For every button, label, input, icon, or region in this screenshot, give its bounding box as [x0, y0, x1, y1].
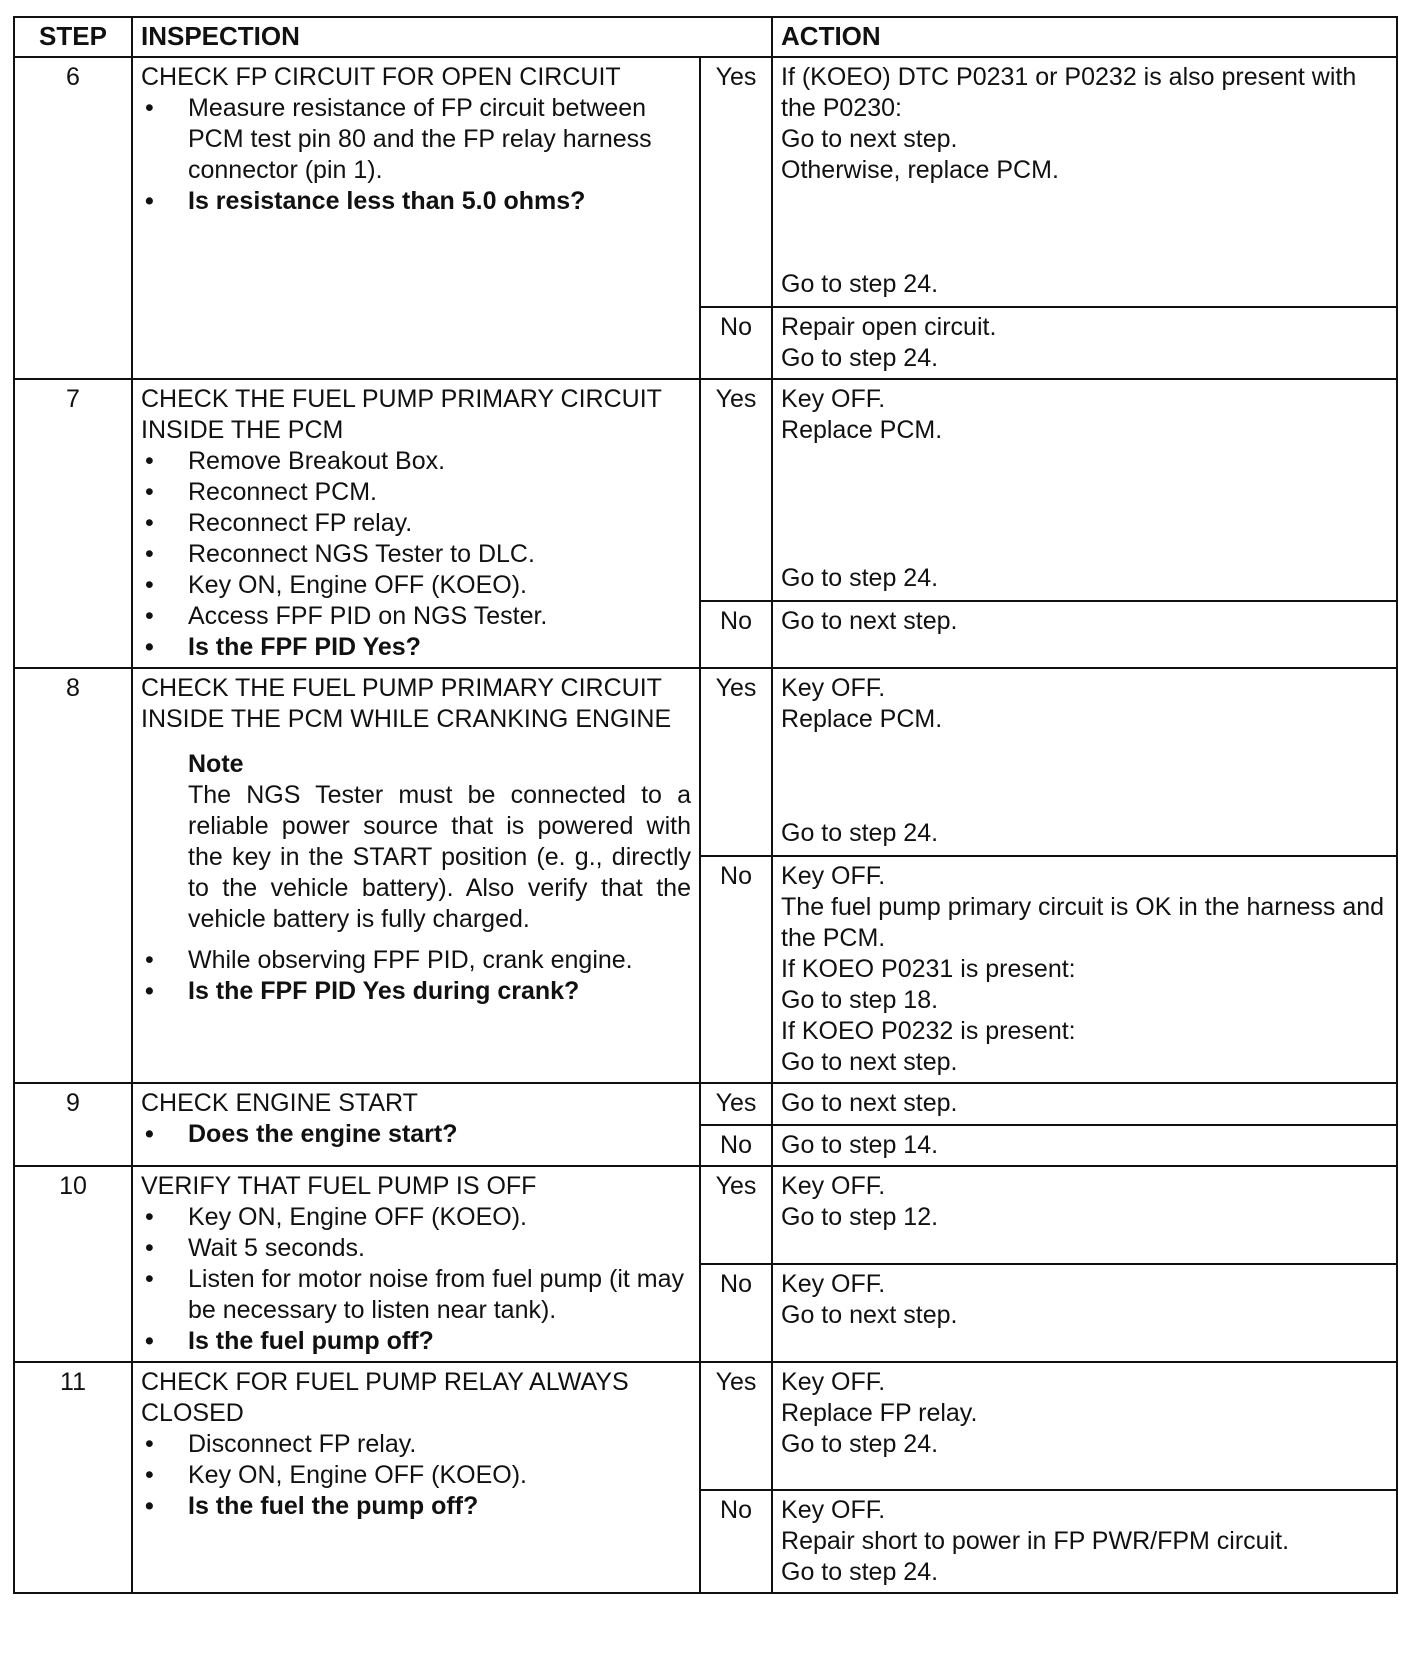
inspection-title: CHECK ENGINE START	[141, 1089, 418, 1117]
no-action	[772, 1264, 1397, 1362]
inspection-cell	[132, 1083, 700, 1166]
step-row	[14, 668, 1397, 856]
yes-action-line: Go to next step.	[781, 1089, 958, 1117]
no-action-line: Repair open circuit.	[781, 313, 997, 341]
yes-label: Yes	[700, 668, 772, 856]
inspection-bullet: • Reconnect NGS Tester to DLC.	[141, 539, 691, 570]
inspection-bullets	[141, 1119, 691, 1150]
inspection-bullet: • Disconnect FP relay.	[141, 1429, 691, 1460]
yes-action-line: Go to step 24.	[781, 1430, 939, 1458]
no-action	[772, 307, 1397, 379]
inspection-cell	[132, 668, 700, 1083]
yes-action-line: Replace PCM.	[781, 416, 943, 444]
step-row	[14, 1166, 1397, 1264]
inspection-question: • Is the fuel the pump off?	[141, 1491, 691, 1522]
no-action-line: Go to step 24.	[781, 1558, 939, 1586]
yes-action-line: Replace PCM.	[781, 705, 943, 733]
step-number: 7	[14, 379, 132, 668]
no-action-line: Go to step 18.	[781, 986, 939, 1014]
no-action-line: Key OFF.	[781, 862, 886, 890]
no-action-line: If KOEO P0231 is present:	[781, 955, 1076, 983]
yes-label: Yes	[700, 379, 772, 601]
yes-action	[772, 57, 1397, 307]
inspection-bullet: • Key ON, Engine OFF (KOEO).	[141, 1202, 691, 1233]
inspection-bullet: • Wait 5 seconds.	[141, 1233, 691, 1264]
no-action	[772, 856, 1397, 1083]
no-action-line: The fuel pump primary circuit is OK in the harness and the PCM.	[781, 893, 1392, 952]
note-text: The NGS Tester must be connected to a reliable power source that is powered with the key in the START position (e. g., directly to the vehicle battery). Also verify that the vehicle battery is fully charged.	[188, 781, 691, 933]
inspection-cell	[132, 57, 700, 379]
inspection-bullet: • Key ON, Engine OFF (KOEO).	[141, 570, 691, 601]
step-header: STEP	[14, 17, 132, 57]
yes-action-goto: Go to step 24.	[781, 819, 939, 847]
no-action-line: Key OFF.	[781, 1270, 886, 1298]
inspection-bullet: • Reconnect FP relay.	[141, 508, 691, 539]
yes-label: Yes	[700, 1166, 772, 1264]
inspection-title: CHECK THE FUEL PUMP PRIMARY CIRCUIT INSIDE THE PCM WHILE CRANKING ENGINE	[141, 674, 672, 733]
yes-action-line: Go to step 12.	[781, 1203, 939, 1231]
action-header: ACTION	[772, 17, 1397, 57]
yes-action-line: Key OFF.	[781, 385, 886, 413]
yes-action	[772, 1083, 1397, 1125]
yes-action-goto: Go to step 24.	[781, 563, 939, 592]
no-action-line: Go to step 14.	[781, 1131, 939, 1159]
note-title: Note	[188, 750, 244, 778]
yes-action-line: If (KOEO) DTC P0231 or P0232 is also present with the P0230:	[781, 63, 1364, 122]
yes-action-line: Key OFF.	[781, 1368, 886, 1396]
header-row	[14, 17, 1397, 57]
yes-label: Yes	[700, 57, 772, 307]
step-number: 11	[14, 1362, 132, 1593]
yes-action-line: Key OFF.	[781, 674, 886, 702]
yes-action	[772, 1166, 1397, 1264]
step-number: 8	[14, 668, 132, 1083]
step-number: 6	[14, 57, 132, 379]
no-action	[772, 1490, 1397, 1593]
yes-action	[772, 668, 1397, 856]
inspection-cell	[132, 1362, 700, 1593]
no-action-line: Go to next step.	[781, 1048, 958, 1076]
no-label: No	[700, 307, 772, 379]
inspection-bullets	[141, 1202, 691, 1357]
no-action-line: If KOEO P0232 is present:	[781, 1017, 1076, 1045]
note-block	[188, 749, 691, 935]
inspection-question: • Is the FPF PID Yes?	[141, 632, 691, 663]
yes-action-goto: Go to step 24.	[781, 270, 939, 298]
inspection-bullets	[141, 1429, 691, 1522]
step-row	[14, 379, 1397, 601]
no-action-line: Go to next step.	[781, 1301, 958, 1329]
no-action-line: Go to next step.	[781, 606, 958, 635]
inspection-title: CHECK THE FUEL PUMP PRIMARY CIRCUIT INSIDE THE PCM	[141, 385, 662, 444]
inspection-bullet: • Reconnect PCM.	[141, 477, 691, 508]
step-row	[14, 57, 1397, 307]
inspection-question: • Is the fuel pump off?	[141, 1326, 691, 1357]
inspection-bullet: • Key ON, Engine OFF (KOEO).	[141, 1460, 691, 1491]
no-label: No	[700, 601, 772, 668]
no-action	[772, 1125, 1397, 1166]
yes-action	[772, 1362, 1397, 1490]
inspection-cell	[132, 1166, 700, 1362]
inspection-bullets	[141, 945, 691, 1007]
no-action-line: Key OFF.	[781, 1496, 886, 1524]
inspection-header: INSPECTION	[132, 17, 772, 57]
step-number: 9	[14, 1083, 132, 1166]
yes-action-line: Go to next step.	[781, 125, 958, 153]
inspection-bullet: • While observing FPF PID, crank engine.	[141, 945, 691, 976]
no-label: No	[700, 856, 772, 1083]
no-label: No	[700, 1125, 772, 1166]
yes-label: Yes	[700, 1083, 772, 1125]
step-row	[14, 1362, 1397, 1490]
yes-action-line: Replace FP relay.	[781, 1399, 978, 1427]
inspection-bullet: • Listen for motor noise from fuel pump (it may be necessary to listen near tank).	[141, 1264, 691, 1326]
step-row	[14, 1083, 1397, 1125]
yes-action-line: Key OFF.	[781, 1172, 886, 1200]
no-action	[772, 601, 1397, 668]
no-label: No	[700, 1490, 772, 1593]
inspection-question: • Is resistance less than 5.0 ohms?	[141, 186, 691, 217]
inspection-bullet: • Access FPF PID on NGS Tester.	[141, 601, 691, 632]
inspection-bullet: • Measure resistance of FP circuit between PCM test pin 80 and the FP relay harness connector (pin 1).	[141, 93, 691, 186]
inspection-title: CHECK FP CIRCUIT FOR OPEN CIRCUIT	[141, 63, 621, 91]
diagnostic-table-page	[13, 16, 1396, 1594]
inspection-bullet: • Remove Breakout Box.	[141, 446, 691, 477]
inspection-bullets	[141, 446, 691, 663]
yes-action	[772, 379, 1397, 601]
inspection-title: CHECK FOR FUEL PUMP RELAY ALWAYS CLOSED	[141, 1368, 629, 1427]
diagnostic-table	[13, 16, 1398, 1594]
yes-action-line: Otherwise, replace PCM.	[781, 156, 1059, 184]
inspection-title: VERIFY THAT FUEL PUMP IS OFF	[141, 1172, 537, 1200]
no-action-line: Repair short to power in FP PWR/FPM circuit.	[781, 1527, 1290, 1555]
no-label: No	[700, 1264, 772, 1362]
inspection-question: • Does the engine start?	[141, 1119, 691, 1150]
step-number: 10	[14, 1166, 132, 1362]
inspection-question: • Is the FPF PID Yes during crank?	[141, 976, 691, 1007]
inspection-bullets	[141, 93, 691, 217]
no-action-line: Go to step 24.	[781, 344, 939, 372]
yes-label: Yes	[700, 1362, 772, 1490]
inspection-cell	[132, 379, 700, 668]
